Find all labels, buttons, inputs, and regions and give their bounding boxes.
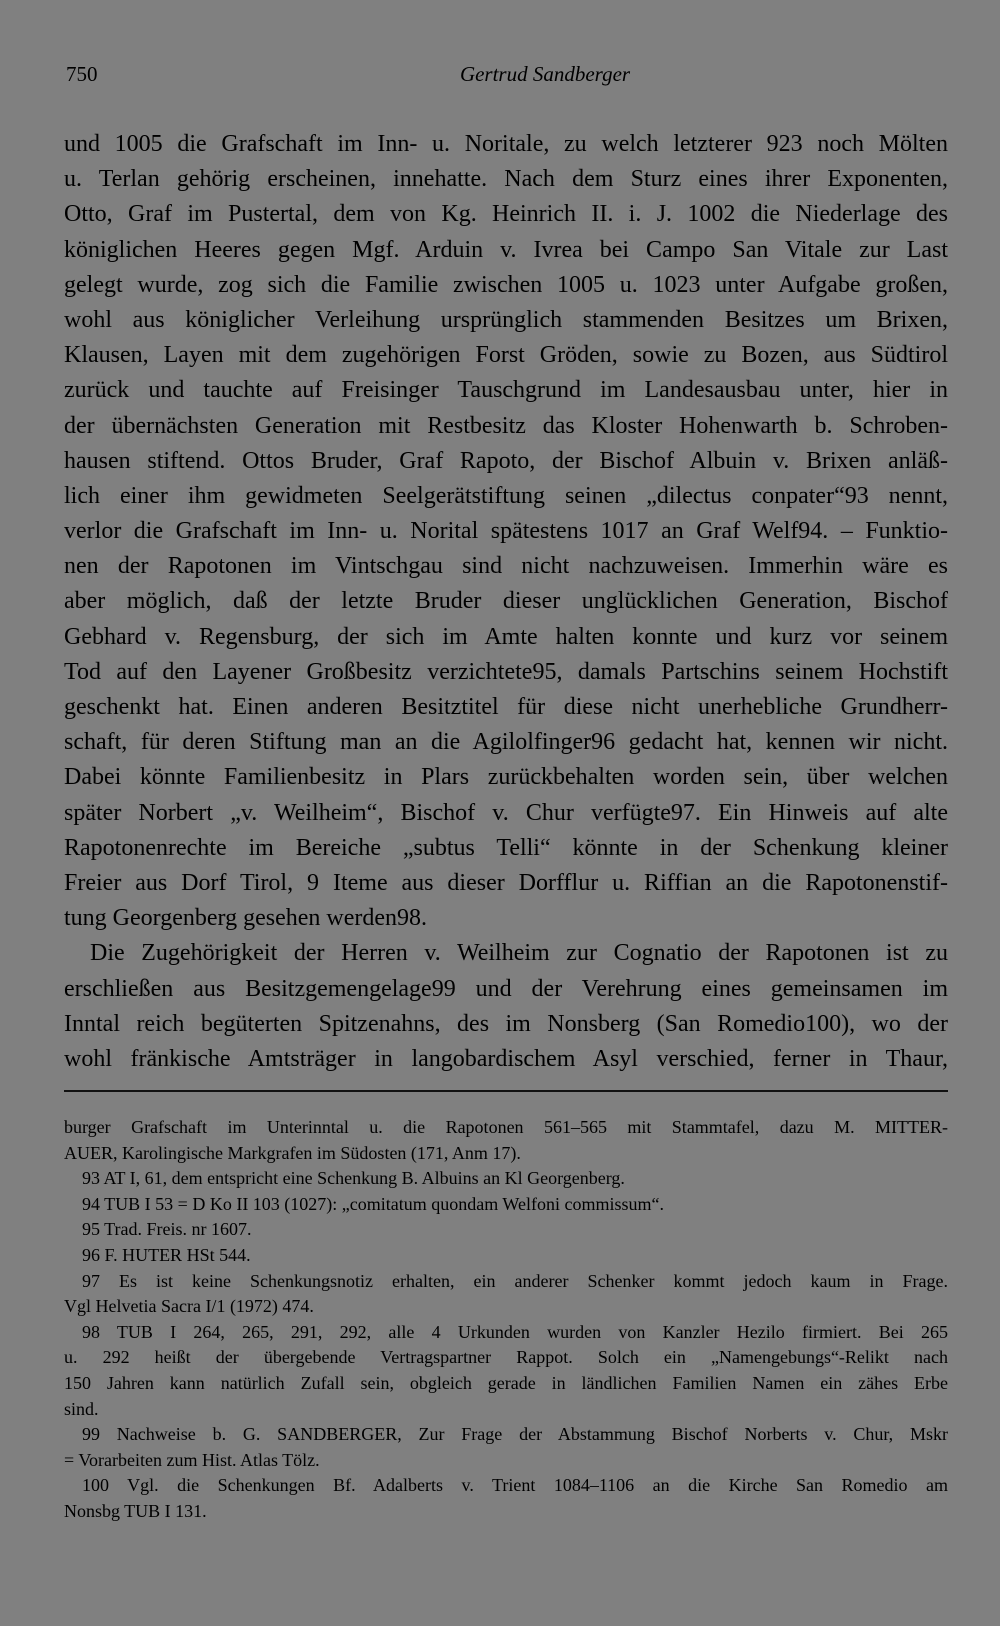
body-line: königlichen Heeres gegen Mgf. Arduin v. Ivrea bei Campo San Vitale zur Last [64,236,948,263]
body-line: wohl fränkische Amtsträger in langobardischem Asyl verschied, ferner in Thaur, [64,1045,948,1072]
body-line: Klausen, Layen mit dem zugehörigen Forst Gröden, sowie zu Bozen, aus Südtirol [64,342,948,369]
body-line: u. Terlan gehörig erscheinen, innehatte. Nach dem Sturz eines ihrer Exponenten, [64,166,948,193]
body-line: und 1005 die Grafschaft im Inn- u. Noritale, zu welch letzterer 923 noch Mölten [64,131,948,157]
footnote-97: 97 Es ist keine Schenkungsnotiz erhalten, ein anderer Schenker kommt jedoch kaum in Frage. [82,1270,948,1291]
body-line: zurück und tauchte auf Freisinger Tauschgrund im Landesausbau unter, hier in [64,377,948,404]
footnote-99: 99 Nachweise b. G. SANDBERGER, Zur Frage der Abstammung Bischof Norberts v. Chur, Mskr [82,1424,948,1445]
footnote-line: sind. [64,1398,99,1419]
footnote-95: 95 Trad. Freis. nr 1607. [82,1219,252,1240]
body-line: Dabei könnte Familienbesitz in Plars zurückbehalten worden sein, über welchen [64,764,948,791]
body-line: Tod auf den Layener Großbesitz verzichtete95, damals Partschins seinem Hochstift [64,658,948,685]
body-line: wohl aus königlicher Verleihung ursprünglich stammenden Besitzes um Brixen, [64,306,948,333]
footnote-line: 150 Jahren kann natürlich Zufall sein, obgleich gerade in ländlichen Familien Namen ein zähes Erbe [64,1372,948,1393]
footnotes [64,1115,948,1525]
body-line: gelegt wurde, zog sich die Familie zwischen 1005 u. 1023 unter Aufgabe großen, [64,271,948,298]
body-line: tung Georgenberg gesehen werden98. [64,905,427,932]
footnote-98: 98 TUB I 264, 265, 291, 292, alle 4 Urkunden wurden von Kanzler Hezilo firmiert. Bei 265 [82,1321,948,1342]
footnote-93: 93 AT I, 61, dem entspricht eine Schenkung B. Albuins an Kl Georgenberg. [82,1168,625,1189]
body-line: lich einer ihm gewidmeten Seelgerätstiftung seinen „dilectus conpater“93 nennt, [64,482,948,509]
body-line: Gebhard v. Regensburg, der sich im Amte halten konnte und kurz vor seinem [64,623,948,650]
body-line: Die Zugehörigkeit der Herren v. Weilheim zur Cognatio der Rapotonen ist zu [90,940,948,967]
body-line: schaft, für deren Stiftung man an die Agilolfinger96 gedacht hat, kennen wir nicht. [64,729,948,756]
body-line: Rapotonenrechte im Bereiche „subtus Telli“ könnte in der Schenkung kleiner [64,834,948,861]
footnote-line: Nonsbg TUB I 131. [64,1500,207,1521]
body-line: später Norbert „v. Weilheim“, Bischof v. Chur verfügte97. Ein Hinweis auf alte [64,799,948,826]
footnote-separator [64,1090,948,1092]
body-line: Inntal reich begüterten Spitzenahns, des im Nonsberg (San Romedio100), wo der [64,1010,948,1037]
footnote-line: AUER, Karolingische Markgrafen im Südosten (171, Anm 17). [64,1142,521,1163]
running-head: Gertrud Sandberger [459,62,631,86]
body-line: der übernächsten Generation mit Restbesitz das Kloster Hohenwarth b. Schroben- [64,412,948,439]
body-line: aber möglich, daß der letzte Bruder dieser unglücklichen Generation, Bischof [64,588,948,615]
footnote-94: 94 TUB I 53 = D Ko II 103 (1027): „comitatum quondam Welfoni commissum“. [82,1193,664,1214]
body-line: erschließen aus Besitzgemengelage99 und der Verehrung eines gemeinsamen im [64,975,948,1002]
body-text [64,127,948,1077]
footnote-100: 100 Vgl. die Schenkungen Bf. Adalberts v. Trient 1084–1106 an die Kirche San Romedio am [82,1475,948,1496]
footnote-line: = Vorarbeiten zum Hist. Atlas Tölz. [64,1449,320,1470]
footnote-line: burger Grafschaft im Unterinntal u. die Rapotonen 561–565 mit Stammtafel, dazu M. MITTER- [64,1117,948,1137]
footnote-96: 96 F. HUTER HSt 544. [82,1244,251,1265]
footnote-line: Vgl Helvetia Sacra I/1 (1972) 474. [64,1296,314,1317]
body-line: hausen stiftend. Ottos Bruder, Graf Rapoto, der Bischof Albuin v. Brixen anläß- [64,447,948,474]
body-line: nen der Rapotonen im Vintschgau sind nicht nachzuweisen. Immerhin wäre es [64,553,948,580]
body-line: Otto, Graf im Pustertal, dem von Kg. Heinrich II. i. J. 1002 die Niederlage des [64,201,948,228]
body-line: geschenkt hat. Einen anderen Besitztitel für diese nicht unerhebliche Grundherr- [64,694,948,720]
page-header [66,62,944,92]
body-line: Freier aus Dorf Tirol, 9 Iteme aus dieser Dorfflur u. Riffian an die Rapotonenstif- [64,869,948,896]
body-line: verlor die Grafschaft im Inn- u. Norital spätestens 1017 an Graf Welf94. – Funktio- [64,518,948,545]
footnote-line: u. 292 heißt der übergebende Vertragspartner Rappot. Solch ein „Namengebungs“-Relikt nach [64,1347,948,1368]
page-number: 750 [66,62,98,86]
